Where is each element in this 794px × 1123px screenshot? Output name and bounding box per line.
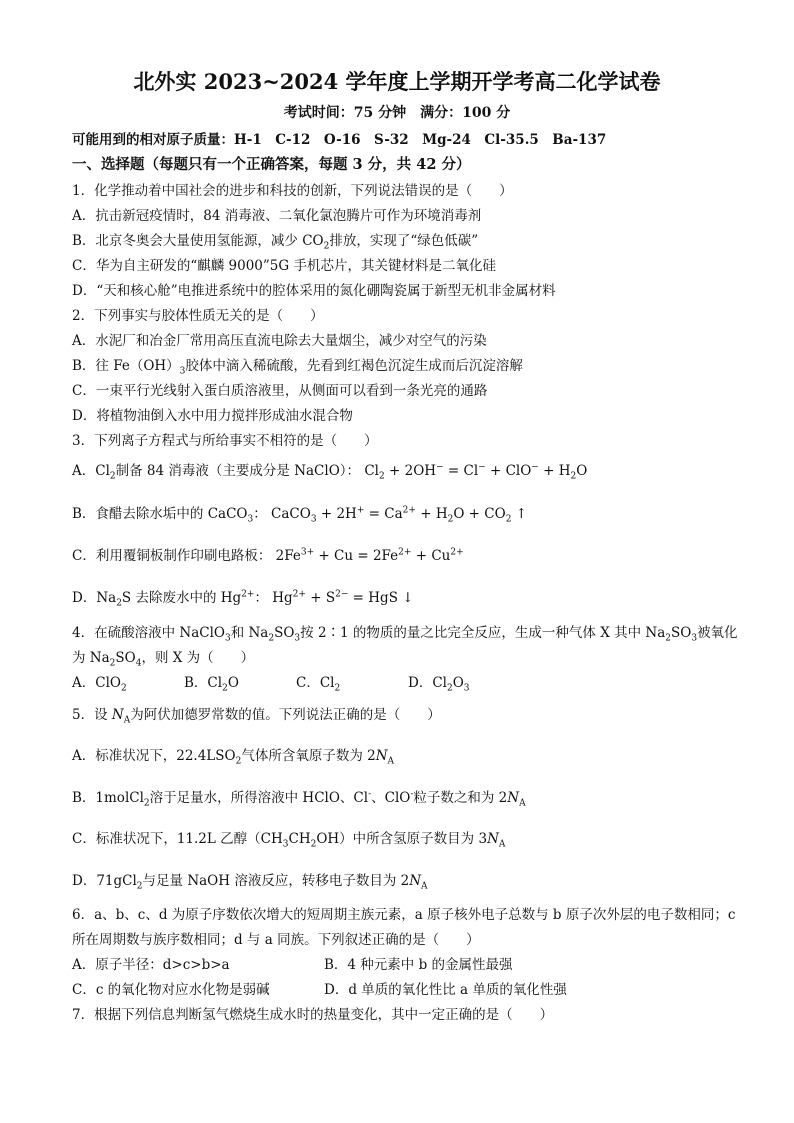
q3-option-b: B．食醋去除水垢中的 CaCO$_3$： CaCO$_3$ + $2H^+ = Ca^{2+} + H_2O + CO_2$ ↑ [72,505,528,525]
q6-stem-line1: 6．a、b、c、d 为原子序数依次增大的短周期主族元素，a 原子核外电子总数与 b 原子次外层的电子数相同；c [72,907,736,923]
q2-option-d: D．将植物油倒入水中用力搅拌形成油水混合物 [72,408,353,424]
q3-option-d: D．$Na_2S$ 去除废水中的 $Hg^{2+}$： $Hg^{2+} + S^{2-}$ = HgS ↓ [72,589,414,609]
q5-stem: 5．设 $N_A$为阿伏加德罗常数的值。下列说法正确的是（ ） [72,707,441,726]
q5-option-b: B．1molCl$_2$溶于足量水，所得溶液中 HClO、Cl-、ClO-粒子数之和为 $2N_A$ [72,789,526,809]
exam-info: 考试时间：75 分钟 满分：100 分 [283,105,511,121]
q1-option-c: C．华为自主研发的“麒麟 9000”5G 手机芯片，其关键材料是二氧化硅 [72,258,496,274]
q2-option-b: B．往 $Fe(OH)_3$胶体中滴入稀硫酸，先看到红褐色沉淀生成而后沉淀溶解 [72,358,523,377]
q4-option-a: A．ClO$_2$ [72,675,127,694]
q2-option-a: A．水泥厂和冶金厂常用高压直流电除去大量烟尘，减少对空气的污染 [72,333,487,349]
exam-title: 北外实 2023~2024 学年度上学期开学考高二化学试卷 [133,69,661,94]
q5-option-a: A．标准状况下，$22.4LSO_2$气体所含氧原子数为 $2N_A$ [72,748,395,767]
q4-stem-line2: 为 $Na_2SO_4$，则 X 为（ ） [72,650,255,669]
q1-stem: 1．化学推动着中国社会的进步和科技的创新，下列说法错误的是（ ） [72,183,513,199]
q4-stem-line1: 4．在硫酸溶液中 NaClO$_3$和 $Na_2SO_3$按 2∶1 的物质的量之比完全反应，生成一种气体 X 其中 $Na_2SO_3$被氧化 [72,625,738,644]
q1-option-a: A．抗击新冠疫情时，84 消毒液、二氧化氯泡腾片可作为环境消毒剂 [72,208,482,224]
q1-option-d: D．“天和核心舱”电推进系统中的腔体采用的氮化硼陶瓷属于新型无机非金属材料 [72,283,556,299]
q3-stem: 3．下列离子方程式与所给事实不相符的是（ ） [72,433,378,449]
q5-option-c: C．标准状况下，11.2L 乙醇$(CH_3CH_2OH)$中所含氢原子数目为 $3N_A$ [72,831,506,850]
q6-option-b: B．4 种元素中 b 的金属性最强 [324,957,513,973]
q4-option-c: C．$Cl_2$ [296,675,341,694]
q4-option-d: D．$Cl_2O_3$ [408,675,470,694]
q2-stem: 2．下列事实与胶体性质无关的是（ ） [72,308,324,324]
q3-option-c: C．利用覆铜板制作印刷电路板： $2Fe^{3+} + Cu = 2Fe^{2+} + Cu^{2+}$ [72,547,464,564]
q4-option-b: B．$Cl_2O$ [184,675,239,694]
q6-stem-line2: 所在周期数与族序数相同；d 与 a 同族。下列叙述正确的是（ ） [72,932,480,948]
q6-option-d: D．d 单质的氧化性比 a 单质的氧化性强 [324,982,567,998]
q6-option-a: A．原子半径：d>c>b>a [72,957,230,973]
q1-option-b: B．北京冬奥会大量使用氢能源，减少 $CO_2$排放，实现了“绿色低碳” [72,233,479,252]
q5-option-d: D．71gCl$_2$与足量 NaOH 溶液反应，转移电子数目为 $2N_A$ [72,873,428,892]
section-heading: 一、选择题（每题只有一个正确答案，每题 3 分，共 42 分） [72,156,471,173]
q6-option-c: C．c 的氧化物对应水化物是弱碱 [72,982,270,998]
q7-stem: 7．根据下列信息判断氢气燃烧生成水时的热量变化，其中一定正确的是（ ） [72,1007,554,1023]
q2-option-c: C．一束平行光线射入蛋白质溶液里，从侧面可以看到一条光亮的通路 [72,383,488,399]
q3-option-a: A．$Cl_2$制备 84 消毒液（主要成分是 NaClO）： $Cl_2 + 2OH^- = Cl^- + ClO^- + H_2O$ [72,462,588,482]
atomic-mass-line: 可能用到的相对原子质量：H-1 C-12 O-16 S-32 Mg-24 Cl-35.5 Ba-137 [72,132,607,148]
